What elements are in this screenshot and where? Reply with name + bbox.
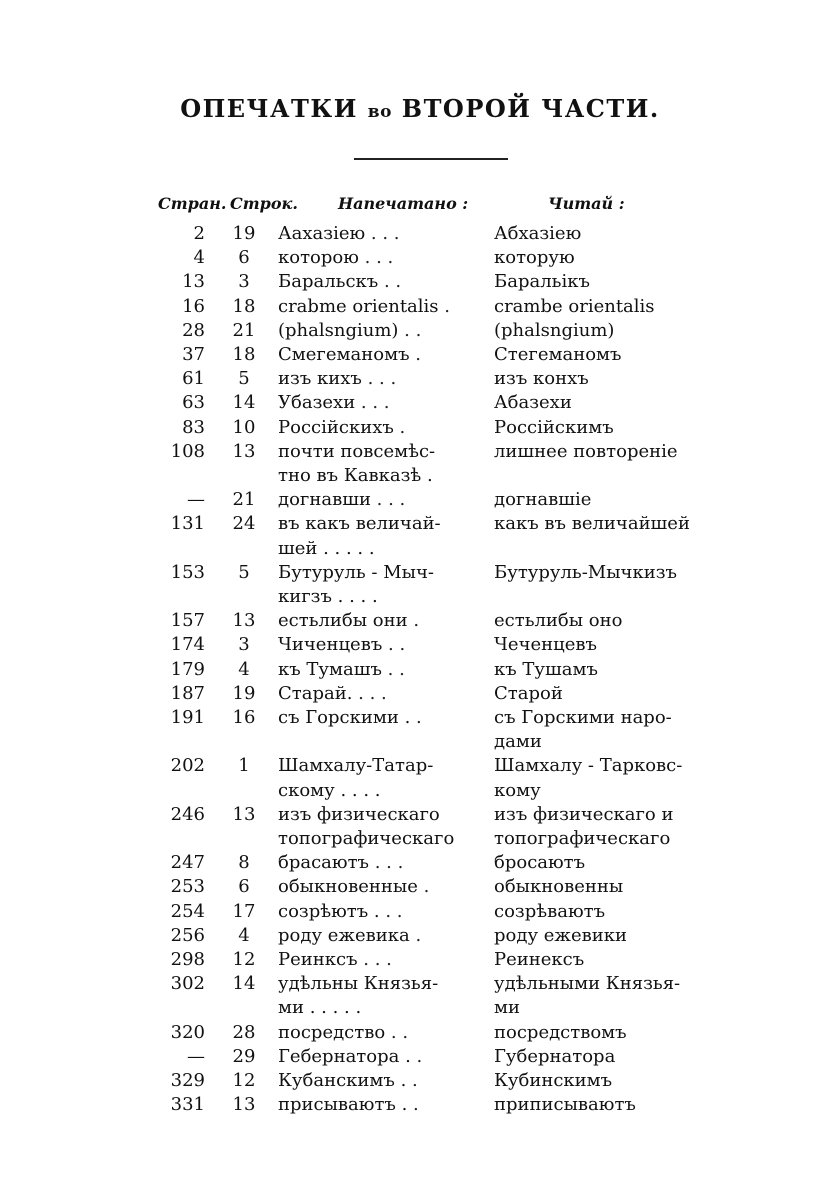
row-correct-text: бросаютъ	[494, 852, 586, 874]
row-correct-text: посредствомъ	[494, 1021, 627, 1043]
row-printed-continuation: скому . . . .	[278, 779, 381, 801]
row-line-number: 14	[232, 392, 256, 414]
row-line-number: 28	[232, 1021, 256, 1043]
row-correct-text: (phalsngium)	[494, 319, 615, 341]
row-correct-text: которую	[494, 247, 575, 269]
row-leader-dots: . .	[382, 634, 406, 656]
row-correct-continuation: топографическаго	[494, 827, 671, 849]
row-page-number: 298	[170, 949, 205, 970]
row-printed-text: Убазехи . . .	[278, 392, 390, 414]
row-line-number: 6	[238, 247, 250, 269]
row-printed-text: Россійскихъ .	[278, 416, 406, 438]
row-correct-text: crambe orientalis	[494, 295, 655, 317]
row-leader-dots: . . .	[358, 247, 394, 269]
row-printed-continuation: топографическаго	[278, 827, 455, 849]
row-page-number: 329	[170, 1070, 205, 1091]
row-leader-dots: . . .	[357, 949, 392, 970]
row-correct-text: Шамхалу - Тарковс-	[494, 755, 683, 777]
row-leader-dots: . . .	[365, 223, 400, 244]
row-leader-dots: . . .	[368, 852, 404, 874]
row-line-number: 21	[232, 489, 256, 511]
row-page-number: 13	[182, 271, 205, 293]
row-correct-text: обыкновенны	[494, 876, 624, 898]
row-leader-dots: .	[410, 707, 422, 728]
row-page-number: 157	[170, 610, 205, 632]
row-printed-text: удѣльны Князья-	[278, 973, 439, 995]
row-printed-text: Баральскъ . .	[278, 271, 402, 293]
row-printed-continuation: кигзъ . . . .	[278, 585, 378, 607]
row-line-number: 16	[232, 707, 256, 728]
row-printed-text: (phalsngium) . .	[278, 319, 422, 341]
row-printed-continuation: шей . . . . .	[278, 537, 375, 559]
row-page-number: 191	[170, 707, 205, 728]
row-correct-text: Старой	[494, 682, 563, 704]
row-leader-dots: .	[417, 876, 430, 898]
row-correct-text: естьлибы оно	[494, 610, 623, 632]
header-read: Читай :	[548, 194, 625, 213]
row-leader-dots: .	[407, 1094, 419, 1116]
row-leader-dots: .	[393, 416, 406, 438]
row-correct-text: лишнее повтореніе	[494, 440, 678, 462]
row-printed-text: crabme orientalis .	[278, 295, 450, 317]
row-line-number: 4	[238, 924, 250, 946]
row-printed-text: естьлибы они .	[278, 610, 420, 632]
row-printed-text: Бутуруль - Мыч-	[278, 561, 434, 583]
header-line: Строк.	[230, 194, 298, 213]
row-printed-text: Шамхалу-Татар-	[278, 755, 434, 777]
row-leader-dots: .	[409, 924, 422, 946]
row-printed-text: посредство . .	[278, 1021, 409, 1043]
row-page-number: 61	[182, 368, 205, 390]
page-title	[0, 94, 840, 123]
row-printed-text: Кубанскимъ . .	[278, 1070, 418, 1091]
row-leader-dots: .	[410, 1045, 423, 1067]
row-line-number: 10	[232, 416, 256, 438]
row-correct-text: изъ физическаго и	[494, 803, 674, 825]
row-printed-text: которою . . .	[278, 247, 394, 269]
row-printed-text: изъ физическаго	[278, 803, 440, 825]
row-correct-continuation: кому	[494, 779, 541, 801]
row-page-number: 131	[170, 513, 205, 535]
row-leader-dots: . .	[381, 658, 405, 680]
row-page-number: 202	[170, 755, 205, 777]
row-page-number: 247	[170, 852, 205, 874]
row-correct-text: Абазехи	[494, 392, 572, 414]
row-printed-text: Чиченцевъ . .	[278, 634, 406, 656]
row-leader-dots: . . .	[355, 392, 390, 414]
row-printed-text: догнавши . . .	[278, 489, 406, 511]
row-correct-text: Реинексъ	[494, 949, 585, 970]
row-correct-text: Баральікъ	[494, 271, 590, 293]
row-page-number: 37	[182, 344, 205, 365]
row-printed-text: созрѣютъ . . .	[278, 900, 403, 922]
row-page-number: 256	[170, 924, 205, 946]
row-printed-text: Старай. . . .	[278, 682, 387, 704]
row-correct-continuation: дами	[494, 731, 542, 753]
title-part1: ОПЕЧАТКИ	[180, 94, 358, 123]
row-page-number: —	[187, 489, 205, 511]
row-correct-text: Абхазіею	[494, 223, 582, 244]
row-leader-dots: . . .	[352, 682, 387, 704]
row-page-number: 108	[170, 440, 205, 462]
row-page-number: 28	[182, 319, 205, 341]
header-page: Стран.	[158, 194, 227, 213]
row-printed-text: къ Тумашъ . .	[278, 658, 405, 680]
row-line-number: 19	[232, 223, 256, 244]
row-page-number: 246	[170, 803, 205, 825]
row-printed-continuation: тно въ Кавказѣ .	[278, 464, 433, 486]
row-correct-text: догнавшіе	[494, 489, 592, 511]
row-printed-text: Аахазіею . . .	[278, 223, 400, 244]
row-line-number: 5	[238, 561, 250, 583]
row-page-number: 4	[193, 247, 205, 269]
row-leader-dots: . .	[385, 1021, 409, 1043]
row-leader-dots: .	[407, 610, 420, 632]
row-leader-dots: . .	[378, 271, 402, 293]
row-leader-dots: . . .	[370, 489, 406, 511]
row-page-number: 16	[182, 295, 205, 317]
row-line-number: 4	[238, 658, 250, 680]
row-page-number: 179	[170, 658, 205, 680]
row-printed-text: въ какъ величай-	[278, 513, 441, 535]
row-line-number: 17	[232, 900, 256, 922]
row-correct-text: изъ конхъ	[494, 368, 589, 390]
row-leader-dots: .	[438, 295, 450, 317]
row-line-number: 13	[232, 610, 256, 632]
row-correct-text: съ Горскими наро-	[494, 707, 672, 728]
title-part2: во	[367, 102, 392, 122]
row-line-number: 3	[238, 271, 250, 293]
row-printed-text: съ Горскими . .	[278, 707, 422, 728]
row-line-number: 24	[232, 513, 256, 535]
row-line-number: 21	[232, 319, 256, 341]
row-leader-dots: . .	[398, 319, 422, 341]
row-printed-text: Гебернатора . .	[278, 1045, 423, 1067]
row-leader-dots: . . .	[361, 368, 397, 390]
row-printed-text: почти повсемѣс-	[278, 440, 436, 462]
row-page-number: 83	[182, 416, 205, 438]
title-divider	[354, 158, 508, 160]
row-line-number: 13	[232, 440, 256, 462]
row-correct-text: удѣльными Князья-	[494, 973, 681, 995]
row-line-number: 1	[238, 755, 250, 777]
row-line-number: 18	[232, 295, 256, 317]
row-page-number: 63	[182, 392, 205, 414]
row-correct-text: Россійскимъ	[494, 416, 614, 438]
row-page-number: 153	[170, 561, 205, 583]
row-correct-text: Чеченцевъ	[494, 634, 597, 656]
row-correct-text: Губернатора	[494, 1045, 616, 1067]
title-part3: ВТОРОЙ ЧАСТИ.	[401, 94, 660, 123]
row-printed-text: присываютъ . .	[278, 1094, 419, 1116]
row-correct-text: созрѣваютъ	[494, 900, 606, 922]
row-page-number: 174	[170, 634, 205, 656]
row-line-number: 14	[232, 973, 256, 995]
row-page-number: 331	[170, 1094, 205, 1116]
row-printed-text: роду ежевика .	[278, 924, 422, 946]
row-printed-continuation: ми . . . . .	[278, 997, 362, 1019]
row-line-number: 12	[232, 949, 256, 970]
row-correct-text: Кубинскимъ	[494, 1070, 613, 1091]
row-correct-text: приписываютъ	[494, 1094, 636, 1116]
row-printed-text: брасаютъ . . .	[278, 852, 404, 874]
row-line-number: 18	[232, 344, 256, 365]
row-page-number: 320	[170, 1021, 205, 1043]
row-correct-text: Стегеманомъ	[494, 344, 622, 365]
row-printed-text: Реинксъ . . .	[278, 949, 392, 970]
row-line-number: 13	[232, 1094, 256, 1116]
row-correct-continuation: ми	[494, 997, 520, 1019]
row-line-number: 8	[238, 852, 250, 874]
header-printed: Напечатано :	[338, 194, 469, 213]
row-page-number: 254	[170, 900, 205, 922]
row-printed-text: Смегеманомъ .	[278, 344, 421, 365]
row-leader-dots: . .	[379, 900, 403, 922]
row-line-number: 13	[232, 803, 256, 825]
row-line-number: 5	[238, 368, 250, 390]
row-page-number: 253	[170, 876, 205, 898]
row-correct-text: роду ежевики	[494, 924, 627, 946]
row-line-number: 3	[238, 634, 250, 656]
row-page-number: —	[187, 1045, 205, 1067]
row-printed-text: обыкновенные .	[278, 876, 430, 898]
row-correct-text: Бутуруль-Мычкизъ	[494, 561, 677, 583]
row-line-number: 6	[238, 876, 250, 898]
row-leader-dots: .	[406, 1070, 418, 1091]
row-page-number: 187	[170, 682, 205, 704]
row-printed-text: изъ кихъ . . .	[278, 368, 397, 390]
row-leader-dots: .	[409, 344, 421, 365]
row-page-number: 302	[170, 973, 205, 995]
row-correct-text: къ Тушамъ	[494, 658, 598, 680]
row-line-number: 12	[232, 1070, 256, 1091]
row-line-number: 19	[232, 682, 256, 704]
row-page-number: 2	[193, 223, 205, 244]
row-correct-text: какъ въ величайшей	[494, 513, 690, 535]
row-line-number: 29	[232, 1045, 256, 1067]
